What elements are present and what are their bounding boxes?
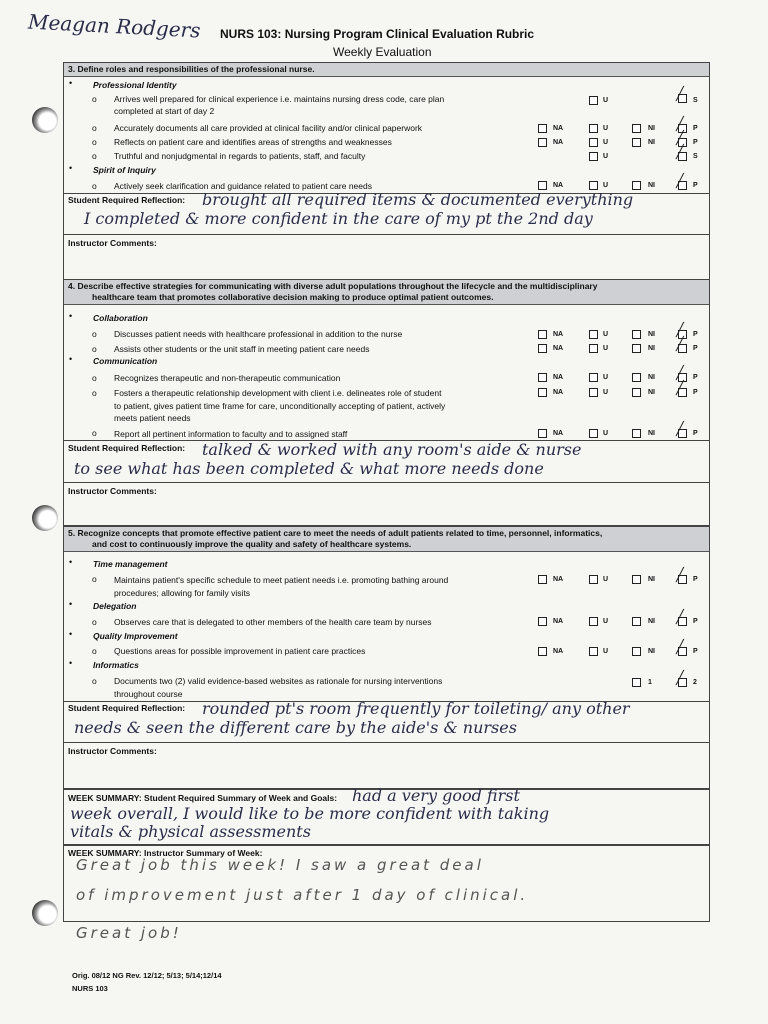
student-reflection-label: Student Required Reflection: — [68, 703, 186, 713]
item-text: Actively seek clarification and guidance related to patient care needs — [114, 181, 372, 191]
checkbox-na[interactable] — [538, 124, 547, 133]
subheading-professional-identity: Professional Identity — [93, 80, 177, 90]
check-mark-icon: ╱ — [676, 145, 684, 160]
item-text: throughout course — [114, 689, 183, 699]
checkbox-label: S — [693, 153, 698, 160]
check-mark-icon: ╱ — [676, 568, 684, 583]
item-text: Questions areas for possible improvement in patient care practices — [114, 646, 366, 656]
checkbox-label: NA — [553, 430, 564, 437]
student-reflection-label: Student Required Reflection: — [68, 443, 186, 453]
checkbox-label: NI — [648, 648, 655, 655]
checkbox-label: 1 — [648, 679, 652, 686]
page-title: NURS 103: Nursing Program Clinical Evaluation Rubric — [220, 27, 535, 41]
checkbox-ni[interactable] — [632, 373, 641, 382]
checkbox-label: U — [603, 430, 609, 437]
student-summary-text[interactable]: had a very good first — [352, 786, 520, 805]
student-reflection-text[interactable]: rounded pt's room frequently for toileting/ any other — [202, 699, 630, 718]
student-summary-label: WEEK SUMMARY: Student Required Summary of Week and Goals: — [68, 793, 338, 803]
checkbox-na[interactable] — [538, 344, 547, 353]
checkbox-label: P — [693, 139, 698, 146]
checkbox-label: P — [693, 125, 698, 132]
checkbox-label: NI — [648, 139, 655, 146]
item-text: Report all pertinent information to faculty and to assigned staff — [114, 429, 348, 439]
checkbox-ni[interactable] — [632, 344, 641, 353]
checkbox-u[interactable] — [589, 647, 598, 656]
checkbox-label: P — [693, 182, 698, 189]
checkbox-label: NA — [553, 648, 564, 655]
section-4-header: 4. Describe effective strategies for communicating with diverse adult populations throughout the lifecycle and the multidisciplinary healthcare team that promotes collaborative decision making to produce optimal patient outcomes. — [64, 280, 709, 305]
check-mark-icon: ╱ — [676, 87, 684, 102]
checkbox-u[interactable] — [589, 330, 598, 339]
item-text: Discusses patient needs with healthcare professional in addition to the nurse — [114, 329, 403, 339]
checkbox-ni[interactable] — [632, 429, 641, 438]
subheading-delegation: Delegation — [93, 601, 137, 611]
check-mark-icon: ╱ — [676, 174, 684, 189]
binder-hole — [32, 505, 58, 531]
checkbox-ni[interactable] — [632, 388, 641, 397]
checkbox-label: NI — [648, 374, 655, 381]
checkbox-label: U — [603, 97, 609, 104]
item-text: to patient, gives patient time frame for care, unconditionally accepting of patient, actively — [114, 401, 446, 411]
subheading-time-management: Time management — [93, 559, 168, 569]
checkbox-label: NA — [553, 389, 564, 396]
checkbox-label: U — [603, 125, 609, 132]
student-summary-text[interactable]: vitals & physical assessments — [70, 822, 311, 841]
subheading-collaboration: Collaboration — [93, 313, 148, 323]
item-text: Arrives well prepared for clinical experience i.e. maintains nursing dress code, care plan — [114, 94, 445, 104]
checkbox-na[interactable] — [538, 647, 547, 656]
student-name: Meagan Rodgers — [27, 9, 202, 43]
checkbox-label: U — [603, 374, 609, 381]
checkbox-na[interactable] — [538, 429, 547, 438]
checkbox-label: P — [693, 389, 698, 396]
checkbox-na[interactable] — [538, 138, 547, 147]
checkbox-label: P — [693, 648, 698, 655]
checkbox-label: NA — [553, 576, 564, 583]
item-text: procedures; allowing for family visits — [114, 588, 251, 598]
student-reflection-text[interactable]: talked & worked with any room's aide & nurse — [202, 440, 582, 459]
check-mark-icon: ╱ — [676, 671, 684, 686]
checkbox-u[interactable] — [589, 96, 598, 105]
checkbox-na[interactable] — [538, 181, 547, 190]
checkbox-label: U — [603, 389, 609, 396]
student-reflection-text[interactable]: needs & seen the different care by the aide's & nurses — [74, 718, 517, 737]
item-text: Documents two (2) valid evidence-based websites as rationale for nursing interventions — [114, 676, 443, 686]
item-text: meets patient needs — [114, 413, 191, 423]
checkbox-label: P — [693, 374, 698, 381]
checkbox-label: NA — [553, 618, 564, 625]
checkbox-label: P — [693, 345, 698, 352]
checkbox-label: NA — [553, 182, 564, 189]
item-text: Maintains patient's specific schedule to meet patient needs i.e. promoting bathing around — [114, 575, 449, 585]
instructor-comments-label: Instructor Comments: — [68, 238, 157, 248]
revision-note: Orig. 08/12 NG Rev. 12/12; 5/13; 5/14;12/14 — [72, 971, 222, 980]
checkbox-u[interactable] — [589, 429, 598, 438]
check-mark-icon: ╱ — [676, 366, 684, 381]
checkbox-label: NI — [648, 125, 655, 132]
item-text: Assists other students or the unit staff in meeting patient care needs — [114, 344, 370, 354]
subheading-informatics: Informatics — [93, 660, 139, 670]
checkbox-ni[interactable] — [632, 330, 641, 339]
checkbox-label: P — [693, 331, 698, 338]
checkbox-label: NA — [553, 374, 564, 381]
checkbox-u[interactable] — [589, 575, 598, 584]
checkbox-label: NI — [648, 331, 655, 338]
check-mark-icon: ╱ — [676, 323, 684, 338]
checkbox-u[interactable] — [589, 152, 598, 161]
item-text: completed at start of day 2 — [114, 106, 215, 116]
checkbox-ni[interactable] — [632, 138, 641, 147]
checkbox-label: U — [603, 331, 609, 338]
checkbox-label: NI — [648, 345, 655, 352]
instructor-summary-text[interactable]: Great job! — [76, 924, 182, 942]
checkbox-u[interactable] — [589, 373, 598, 382]
checkbox-label: P — [693, 618, 698, 625]
checkbox-u[interactable] — [589, 181, 598, 190]
checkbox-ni[interactable] — [632, 124, 641, 133]
check-mark-icon: ╱ — [676, 422, 684, 437]
checkbox-label: U — [603, 576, 609, 583]
checkbox-u[interactable] — [589, 124, 598, 133]
checkbox-na[interactable] — [538, 575, 547, 584]
student-reflection-text[interactable]: brought all required items & documented everything — [202, 190, 634, 209]
subheading-spirit-of-inquiry: Spirit of Inquiry — [93, 165, 156, 175]
course-code: NURS 103 — [72, 984, 108, 993]
check-mark-icon: ╱ — [676, 117, 684, 132]
checkbox-label: U — [603, 153, 609, 160]
checkbox-label: NI — [648, 576, 655, 583]
page-subtitle: Weekly Evaluation — [333, 45, 432, 59]
item-text: Truthful and nonjudgmental in regards to patients, staff, and faculty — [114, 151, 366, 161]
checkbox-ni[interactable] — [632, 575, 641, 584]
checkbox-label: NA — [553, 139, 564, 146]
item-text: Reflects on patient care and identifies areas of strengths and weaknesses — [114, 137, 392, 147]
instructor-comments-label: Instructor Comments: — [68, 746, 157, 756]
checkbox-label: NI — [648, 182, 655, 189]
item-text: Fosters a therapeutic relationship development with client i.e. delineates role of student — [114, 388, 442, 398]
checkbox-u[interactable] — [589, 617, 598, 626]
check-mark-icon: ╱ — [676, 610, 684, 625]
checkbox-label: S — [693, 97, 698, 104]
section-5-header: 5. Recognize concepts that promote effective patient care to meet the needs of adult patients related to time, personnel, informatics, and cost to continuously improve the quality and safety of healthcare systems. — [64, 527, 709, 552]
checkbox-label: NI — [648, 618, 655, 625]
checkbox-ni[interactable] — [632, 181, 641, 190]
checkbox-u[interactable] — [589, 138, 598, 147]
instructor-summary-label: WEEK SUMMARY: Instructor Summary of Week: — [68, 848, 263, 858]
binder-hole — [32, 900, 58, 926]
instructor-summary-text[interactable]: of improvement just after 1 day of clinical. — [76, 886, 529, 904]
checkbox-label: U — [603, 648, 609, 655]
check-mark-icon: ╱ — [676, 337, 684, 352]
checkbox-ni[interactable] — [632, 617, 641, 626]
item-text: Accurately documents all care provided at clinical facility and/or clinical paperwork — [114, 123, 423, 133]
item-text: Recognizes therapeutic and non-therapeutic communication — [114, 373, 341, 383]
check-mark-icon: ╱ — [676, 131, 684, 146]
checkbox-label: U — [603, 618, 609, 625]
subheading-communication: Communication — [93, 356, 158, 366]
checkbox-na[interactable] — [538, 330, 547, 339]
student-summary-text[interactable]: week overall, I would like to be more confident with taking — [70, 804, 550, 823]
section-3-header: 3. Define roles and responsibilities of the professional nurse. — [64, 63, 709, 77]
binder-hole — [32, 107, 58, 133]
student-reflection-label: Student Required Reflection: — [68, 195, 186, 205]
checkbox-label: U — [603, 182, 609, 189]
checkbox-na[interactable] — [538, 373, 547, 382]
checkbox-label: 2 — [693, 679, 697, 686]
item-text: Observes care that is delegated to other members of the health care team by nurses — [114, 617, 432, 627]
instructor-comments-label: Instructor Comments: — [68, 486, 157, 496]
instructor-summary-text[interactable]: Great job this week! I saw a great deal — [76, 856, 484, 874]
checkbox-label: NI — [648, 389, 655, 396]
student-reflection-text[interactable]: I completed & more confident in the care of my pt the 2nd day — [84, 209, 593, 228]
checkbox-label: P — [693, 576, 698, 583]
checkbox-label: NA — [553, 331, 564, 338]
checkbox-label: NI — [648, 430, 655, 437]
checkbox-label: NA — [553, 345, 564, 352]
checkbox-1[interactable] — [632, 678, 641, 687]
checkbox-label: U — [603, 345, 609, 352]
check-mark-icon: ╱ — [676, 381, 684, 396]
checkbox-na[interactable] — [538, 617, 547, 626]
checkbox-label: U — [603, 139, 609, 146]
checkbox-ni[interactable] — [632, 647, 641, 656]
subheading-quality-improvement: Quality Improvement — [93, 631, 178, 641]
checkbox-label: NA — [553, 125, 564, 132]
checkbox-u[interactable] — [589, 344, 598, 353]
checkbox-na[interactable] — [538, 388, 547, 397]
check-mark-icon: ╱ — [676, 640, 684, 655]
checkbox-label: P — [693, 430, 698, 437]
checkbox-u[interactable] — [589, 388, 598, 397]
student-reflection-text[interactable]: to see what has been completed & what more needs done — [74, 459, 544, 478]
